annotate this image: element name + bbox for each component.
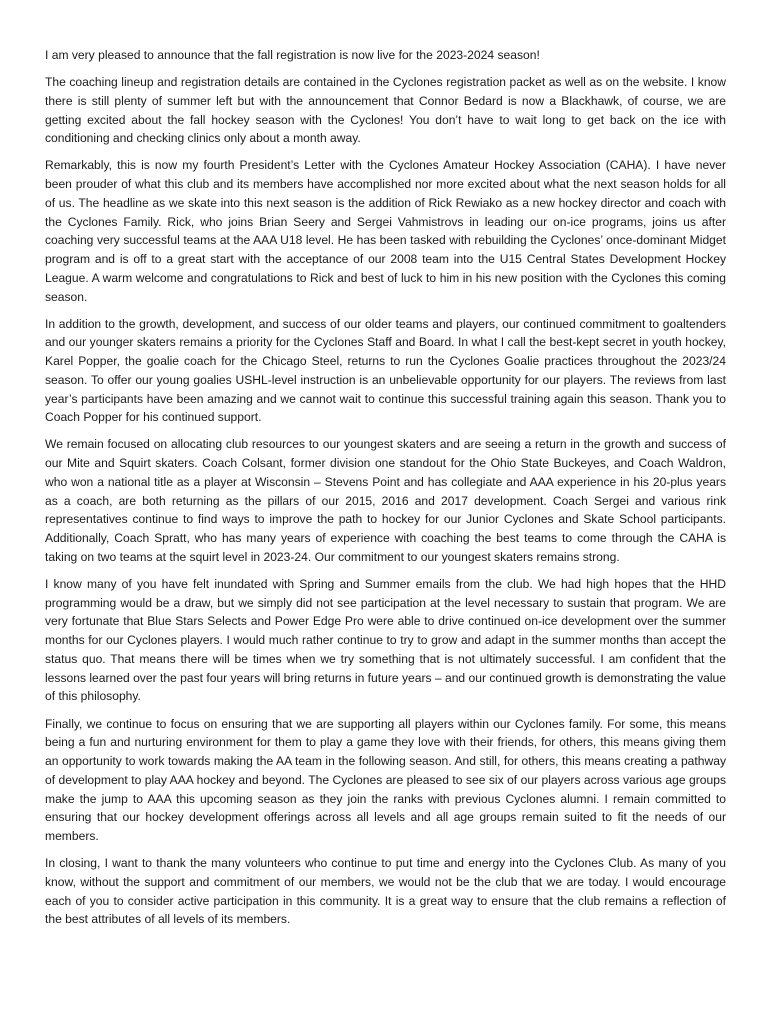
paragraph-goaltenders: In addition to the growth, development, and success of our older teams and players, our continued commitment to goaltenders and our younger skaters remains a priority for the Cyclones Staff and Board. In what I call the best-kept secret in youth hockey, Karel Popper, the goalie coach for the Chicago Steel, returns to run the Cyclones Goalie practices throughout the 2023/24 season. To offer our young goalies USHL-level instruction is an unbelievable opportunity for our players. The reviews from last year’s participants have been amazing and we cannot wait to continue this successful training again this season. Thank you to Coach Popper for his continued support. (45, 316, 726, 425)
paragraph-registration-announcement: I am very pleased to announce that the fall registration is now live for the 2023-2024 season! (45, 48, 540, 62)
paragraph-coaching-lineup: The coaching lineup and registration details are contained in the Cyclones registration packet as well as on the website. I know there is still plenty of summer left but with the announcement that Connor Bedard is now a Blackhawk, of course, we are getting excited about the fall hockey season with the Cyclones! You don’t have to wait long to get back on the ice with conditioning and checking clinics only about a month away. (45, 75, 726, 146)
paragraph-fourth-letter: Remarkably, this is now my fourth President’s Letter with the Cyclones Amateur Hockey Association (CAHA). I have never been prouder of what this club and its members have accomplished nor more excited about what the next season holds for all of us. The headline as we skate into this next season is the addition of Rick Rewiako as a new hockey director and coach with the Cyclones Family. Rick, who joins Brian Seery and Sergei Vahmistrovs in leading our on-ice programs, joins us after coaching very successful teams at the AAA U18 level. He has been tasked with rebuilding the Cyclones’ once-dominant Midget program and is off to a great start with the acceptance of our 2008 team into the U15 Central States Development Hockey League. A warm welcome and congratulations to Rick and best of luck to him in his new position with the Cyclones this coming season. (45, 158, 726, 304)
president-letter (45, 46, 726, 937)
paragraph-summer-programming: I know many of you have felt inundated with Spring and Summer emails from the club. We had high hopes that the HHD programming would be a draw, but we simply did not see participation at the level necessary to sustain that program. We are very fortunate that Blue Stars Selects and Power Edge Pro were able to drive continued on-ice development over the summer months for our Cyclones players. I would much rather continue to try to grow and adapt in the summer months than accept the status quo. That means there will be times when we try something that is not ultimately successful. I am confident that the lessons learned over the past four years will bring returns in future years – and our continued growth is demonstrating the value of this philosophy. (45, 576, 726, 704)
paragraph-youngest-skaters: We remain focused on allocating club resources to our youngest skaters and are seeing a return in the growth and success of our Mite and Squirt skaters. Coach Colsant, former division one standout for the Ohio State Buckeyes, and Coach Waldron, who won a national title as a player at Wisconsin – Stevens Point and has collegiate and AAA experience in his 20-plus years as a coach, are both returning as the pillars of our 2015, 2016 and 2017 development. Coach Sergei and various rink representatives continue to find ways to improve the path to hockey for our Junior Cyclones and Skate School participants. Additionally, Coach Spratt, who has many years of experience with coaching the best teams to come through the CAHA is taking on two teams at the squirt level in 2023-24. Our commitment to our youngest skaters remains strong. (45, 437, 726, 564)
paragraph-supporting-players: Finally, we continue to focus on ensuring that we are supporting all players within our Cyclones family. For some, this means being a fun and nurturing environment for them to play a game they love with their friends, for others, this means giving them an opportunity to work towards making the AA team in the following season. And still, for others, this means creating a pathway of development to play AAA hockey and beyond. The Cyclones are pleased to see six of our players across various age groups make the jump to AAA this upcoming season as they join the ranks with previous Cyclones alumni. I remain committed to ensuring that our hockey development offerings across all levels and all age groups remain suited to fit the needs of our members. (45, 716, 726, 844)
paragraph-closing: In closing, I want to thank the many volunteers who continue to put time and energy into the Cyclones Club. As many of you know, without the support and commitment of our members, we would not be the club that we are today. I would encourage each of you to consider active participation in this community. It is a great way to ensure that the club remains a reflection of the best attributes of all levels of its members. (45, 856, 726, 927)
